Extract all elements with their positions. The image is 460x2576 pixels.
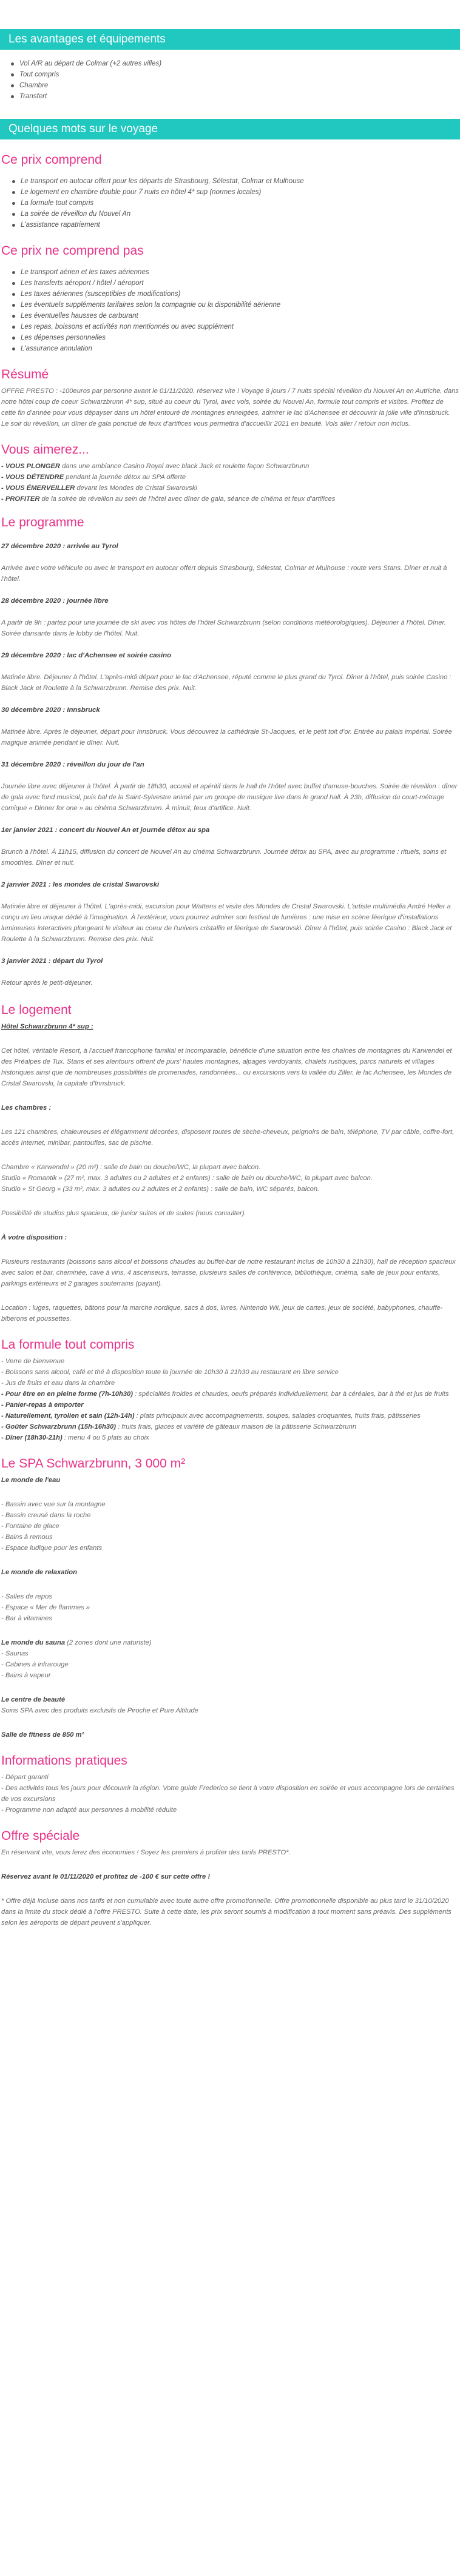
logement-title: Le logement <box>1 1003 72 1017</box>
resume-title: Résumé <box>1 367 49 381</box>
programme-days <box>1 541 459 988</box>
list-item: - Bar à vitamines <box>1 1615 52 1622</box>
list-item: Le logement en chambre double pour 7 nuits en hôtel 4* sup (normes locales) <box>21 187 459 198</box>
list-item: Les transferts aéroport / hôtel / aéroport <box>21 278 459 289</box>
hotel-name: Hôtel Schwarzbrunn 4* sup : <box>1 1023 93 1030</box>
spa-sauna-list <box>1 1648 459 1681</box>
list-item: - Fontaine de glace <box>1 1523 59 1530</box>
offre-line2: Réservez avant le 01/11/2020 et profitez de -100 € sur cette offre ! <box>1 1873 211 1880</box>
list-item <box>1 483 459 494</box>
list-item <box>1 1378 459 1389</box>
spa-title: Le SPA Schwarzbrunn, 3 000 m² <box>1 1457 186 1471</box>
list-item: - Bains à remous <box>1 1534 53 1541</box>
spa-beaute-title: Le centre de beauté <box>1 1696 66 1703</box>
list-item: - Programme non adapté aux personnes à mobilité réduite <box>1 1806 177 1814</box>
list-item: - Bassin avec vue sur la montagne <box>1 1501 106 1508</box>
programme-day-title: 28 décembre 2020 : journée libre <box>1 597 109 605</box>
spa-beaute-text: Soins SPA avec des produits exclusifs de Piroche et Pure Altitude <box>1 1707 198 1714</box>
programme-day-title: 30 décembre 2020 : Innsbruck <box>1 706 100 714</box>
chambres-title: Les chambres : <box>1 1104 52 1112</box>
list-item-bold: - VOUS ÉMERVEILLER <box>1 485 75 492</box>
aimerez-title: Vous aimerez... <box>1 443 89 457</box>
list-item <box>1 461 459 472</box>
spa-eau-list <box>1 1499 459 1554</box>
programme-day-text: Arrivée avec votre véhicule ou avec le transport en autocar offert depuis Strasbourg, Sélestat, Colmar et Mulhouse : route vers Stans. Dîner et nuit à l'hôtel. <box>1 565 447 583</box>
list-item-text: pendant la journée détox au SPA offerte <box>64 474 186 481</box>
list-item <box>1 494 459 505</box>
list-item <box>1 1367 459 1378</box>
list-item: Les éventuels suppléments tarifaires selon la compagnie ou la disponibilité aérienne <box>21 300 459 310</box>
list-item-bold: - Goûter Schwarzbrunn (15h-16h30) <box>1 1423 116 1431</box>
programme-day-text: Matinée libre et déjeuner à l'hôtel. L'après-midi, excursion pour Wattens et visite des Mondes de Cristal Swarovski. L'artiste multimédia André Heller a conçu un lieu unique dédié à l'imagination. À l'extérieur, vous pourrez admirer son festival de lumières : une mise en scène féerique d'installations lumineuses interactives plongeant le visiteur au coeur de l'univers cristallin et féerique de Swarovski. Dîner à l'hôtel, puis soirée Casino : Black Jack et Roulette à la Schwarzbrunn. Remise des prix. Nuit. <box>1 903 452 943</box>
programme-day-text: A partir de 9h : partez pour une journée de ski avec vos hôtes de l'hôtel Schwarzbrunn (selon conditions météorologiques). Déjeuner à l'hôtel. Dîner. Soirée dansante dans le lobby de l'hôtel. Nuit. <box>1 619 446 637</box>
infos-list <box>1 1772 459 1816</box>
list-item-text: devant les Mondes de Cristal Swarovski <box>75 485 197 492</box>
dispo-title: À votre disposition : <box>1 1234 67 1241</box>
spa-fitness: Salle de fitness de 850 m² <box>1 1731 84 1739</box>
list-item <box>1 1410 459 1421</box>
list-item-text: : plats principaux avec accompagnements, soupes, salades croquantes, fruits frais, pâtisseries <box>134 1412 421 1420</box>
formule-list <box>1 1356 459 1443</box>
programme-day-text: Journée libre avec déjeuner à l'hôtel. À partir de 18h30, accueil et apéritif dans le hall de l'hôtel avec buffet d'amuse-bouches. Soirée de réveillon : dîner de gala avec fond musical, puis bal de la Saint-Sylvestre animé par un groupe de musique live dans le grand hall. À 23h, diffusion du court-métrage comique « Dinner for one » au cinéma Schwarzbrunn. À minuit, feux d'artifice. Nuit. <box>1 783 458 812</box>
list-item: - Espace ludique pour les enfants <box>1 1545 103 1552</box>
list-item: - Départ garanti <box>1 1774 49 1781</box>
list-item-text: - Jus de fruits et eau dans la chambre <box>1 1380 115 1387</box>
list-item-bold: - PROFITER <box>1 495 40 503</box>
list-item: - Espace « Mer de flammes » <box>1 1604 90 1611</box>
list-item: La formule tout compris <box>21 198 459 209</box>
list-item: Le transport aérien et les taxes aériennes <box>21 267 459 278</box>
exclus-title: Ce prix ne comprend pas <box>1 244 144 258</box>
avantages-list <box>0 58 460 102</box>
list-item <box>1 1389 459 1400</box>
list-item-text: - Verre de bienvenue <box>1 1358 65 1365</box>
list-item: - Salles de repos <box>1 1593 52 1600</box>
list-item: Transfert <box>19 91 460 102</box>
list-item-bold: - Pour être en en pleine forme (7h-10h30) <box>1 1390 133 1398</box>
programme-day-text: Brunch à l'hôtel. À 11h15, diffusion du concert de Nouvel An au cinéma Schwarzbrunn. Journée détox au SPA, avec au programme : rituels, soins et smoothies. Dîner et nuit. <box>1 848 447 867</box>
programme-day-title: 31 décembre 2020 : réveillon du jour de l'an <box>1 761 144 768</box>
list-item: - Cabines à infrarouge <box>1 1661 69 1668</box>
list-item-bold: - Dîner (18h30-21h) <box>1 1434 63 1441</box>
inclus-list <box>1 176 459 230</box>
list-item-text: : menu 4 ou 5 plats au choix <box>62 1434 149 1441</box>
exclus-list <box>1 267 459 354</box>
spa-relax-list <box>1 1591 459 1624</box>
inclus-title: Ce prix comprend <box>1 153 102 167</box>
chambres-text: Les 121 chambres, chaleureuses et élégamment décorées, disposent toutes de sèche-cheveux, peignoirs de bain, téléphone, TV par câble, coffre-fort, accès Internet, minibar, pantoufles, sac de piscine. <box>1 1129 455 1147</box>
chambre-type: Chambre « Karwendel » (20 m²) : salle de bain ou douche/WC, la plupart avec balcon. <box>1 1164 261 1171</box>
programme-day-title: 27 décembre 2020 : arrivée au Tyrol <box>1 543 118 550</box>
list-item: L'assurance annulation <box>21 343 459 354</box>
list-item <box>1 1432 459 1443</box>
list-item: Les dépenses personnelles <box>21 332 459 343</box>
list-item: - Bassin creusé dans la roche <box>1 1512 91 1519</box>
list-item <box>1 1400 459 1410</box>
list-item: Les taxes aériennes (susceptibles de modifications) <box>21 289 459 300</box>
spa-sauna-title: Le monde du sauna <box>1 1639 66 1646</box>
resume-text: OFFRE PRESTO : -100euros par personne avant le 01/11/2020, réservez vite ! Voyage 8 jours / 7 nuits spécial réveillon du Nouvel An en Autriche, dans notre hôtel coup de coeur Schwarzbrunn 4* sup, situé au coeur du Tyrol, avec vols, soirée du Nouvel An, formule tout compris et visites. Profitez de cette fin d'année pour vous dépayser dans un hôtel entouré de montagnes enneigées, admirer le lac d'Achensee et découvrir la jolie ville d'Innsbruck. Le soir du réveillon, un dîner de gala ponctué de feux d'artifices vous permettra d'accueillir 2021 en beauté. Vols aller / retour non inclus. <box>1 387 459 428</box>
list-item-text: dans une ambiance Casino Royal avec black Jack et roulette façon Schwarzbrunn <box>59 463 309 470</box>
list-item <box>1 472 459 483</box>
section-header-voyage: Quelques mots sur le voyage <box>0 119 460 139</box>
list-item: - Des activités tous les jours pour découvrir la région. Votre guide Frederico se tient à votre disposition en soirée et vous accompagne lors de certaines de vos excursions <box>1 1785 455 1803</box>
list-item-text: de la soirée de réveillon au sein de l'hôtel avec dîner de gala, séance de cinéma et feux d'artifices <box>39 495 336 503</box>
dispo-text: Plusieurs restaurants (boissons sans alcool et boissons chaudes au buffet-bar de notre restaurant inclus de 10h30 à 21h30), hall de réception spacieux avec salon et bar, cheminée, cave à vins, 4 ascenseurs, terrasse, plusieurs salles de conférence, bibliothèque, cinéma, salle de jeux pour enfants, parkings extérieurs et 2 garages souterrains (payant). <box>1 1258 456 1287</box>
infos-title: Informations pratiques <box>1 1754 127 1768</box>
offre-title: Offre spéciale <box>1 1829 80 1843</box>
list-item <box>1 1421 459 1432</box>
list-item-bold: - VOUS DÉTENDRE <box>1 474 64 481</box>
programme-title: Le programme <box>1 515 84 529</box>
chambre-type: Studio « St Georg » (33 m², max. 3 adultes ou 2 adultes et 2 enfants) : salle de bain, WC séparés, balcon. <box>1 1186 320 1193</box>
formule-title: La formule tout compris <box>1 1338 135 1352</box>
offre-line1: En réservant vite, vous ferez des économies ! Soyez les premiers à profiter des tarifs PRESTO*. <box>1 1849 291 1856</box>
list-item: L'assistance rapatriement <box>21 220 459 230</box>
list-item: Vol A/R au départ de Colmar (+2 autres villes) <box>19 58 460 69</box>
list-item-bold: - Panier-repas à emporter <box>1 1401 84 1409</box>
list-item-bold: - Naturellement, tyrolien et sain (12h-14h) <box>1 1412 135 1420</box>
logement-intro: Cet hôtel, véritable Resort, à l'accueil francophone familial et incomparable, bénéficie d'une situation entre les chaînes de montagnes du Karwendel et des Préalpes de Tux. Stans et ses alentours offrent de purs' hautes montagnes, alpages verdoyants, chalets rustiques, parcs naturels et villages historiques ainsi que de nombreuses possibilités de promenades, randonnées... ou excursions vers la vallée du Ziller, le lac Achensee, les Mondes de Cristal Swarovski, la capitale d'Innsbruck. <box>1 1047 452 1087</box>
list-item: - Saunas <box>1 1650 29 1657</box>
location-text: Location : luges, raquettes, bâtons pour la marche nordique, sacs à dos, livres, Nintendo Wii, jeux de cartes, jeux de société, babyphones, chauffe-biberons et poussettes. <box>1 1304 443 1323</box>
list-item-text: - Boissons sans alcool, café et thé à disposition toute la journée de 10h30 à 21h30 au restaurant en libre service <box>1 1369 339 1376</box>
list-item: Les repas, boissons et activités non mentionnés ou avec supplément <box>21 321 459 332</box>
programme-day-title: 2 janvier 2021 : les mondes de cristal Swarovski <box>1 881 160 888</box>
list-item-bold: - VOUS PLONGER <box>1 463 60 470</box>
spa-sauna-sub: (2 zones dont une naturiste) <box>65 1639 152 1646</box>
list-item-text: : fruits frais, glaces et variété de gâteaux maison de la pâtisserie Schwarzbrunn <box>115 1423 357 1431</box>
possibilite-text: Possibilité de studios plus spacieux, de junior suites et de suites (nous consulter). <box>1 1210 246 1217</box>
list-item: Tout compris <box>19 69 460 80</box>
list-item-text: : spécialités froides et chaudes, oeufs préparés individuellement, bar à céréales, bar à thé et jus de fruits <box>132 1390 449 1398</box>
list-item: La soirée de réveillon du Nouvel An <box>21 209 459 220</box>
spa-sauna-heading <box>1 1637 459 1648</box>
programme-day-text: Matinée libre. Déjeuner à l'hôtel. L'après-midi départ pour le lac d'Achensee, réputé comme le plus grand du Tyrol. Dîner à l'hôtel, puis soirée Casino : Black Jack et Roulette à la Schwarzbrunn. Remise des prix. Nuit. <box>1 674 452 692</box>
list-item <box>1 1356 459 1367</box>
list-item: Le transport en autocar offert pour les départs de Strasbourg, Sélestat, Colmar et Mulhouse <box>21 176 459 187</box>
aimerez-list <box>1 461 459 505</box>
spa-relax-title: Le monde de relaxation <box>1 1569 77 1576</box>
offre-line3: * Offre déjà incluse dans nos tarifs et non cumulable avec toute autre offre promotionnelle. Offre promotionnelle disponible au plus tard le 31/10/2020 dans la limite du stock dédié à l'offre PRESTO. Suite à cette date, les prix seront soumis à modification à tout moment sans préavis. Des suppléments selon les aéroports de départ peuvent s'appliquer. <box>1 1897 452 1927</box>
programme-day-title: 29 décembre 2020 : lac d'Achensee et soirée casino <box>1 652 172 659</box>
list-item: - Bains à vapeur <box>1 1672 51 1679</box>
spa-eau-title: Le monde de l'eau <box>1 1477 61 1484</box>
programme-day-text: Retour après le petit-déjeuner. <box>1 979 93 987</box>
list-item: Les éventuelles hausses de carburant <box>21 310 459 321</box>
programme-day-text: Matinée libre. Après le déjeuner, départ pour Innsbruck. Vous découvrez la cathédrale St-Jacques, et le petit toit d'or. Entrée au palais impérial. Soirée magique animée pendant le dîner. Nuit. <box>1 728 452 746</box>
programme-day-title: 3 janvier 2021 : départ du Tyrol <box>1 958 103 965</box>
list-item: Chambre <box>19 80 460 91</box>
section-header-avantages: Les avantages et équipements <box>0 29 460 50</box>
programme-day-title: 1er janvier 2021 : concert du Nouvel An et journée détox au spa <box>1 827 210 834</box>
chambre-type: Studio « Romantik » (27 m², max. 3 adultes ou 2 adultes et 2 enfants) : salle de bain ou douche/WC, la plupart avec balcon. <box>1 1175 373 1182</box>
